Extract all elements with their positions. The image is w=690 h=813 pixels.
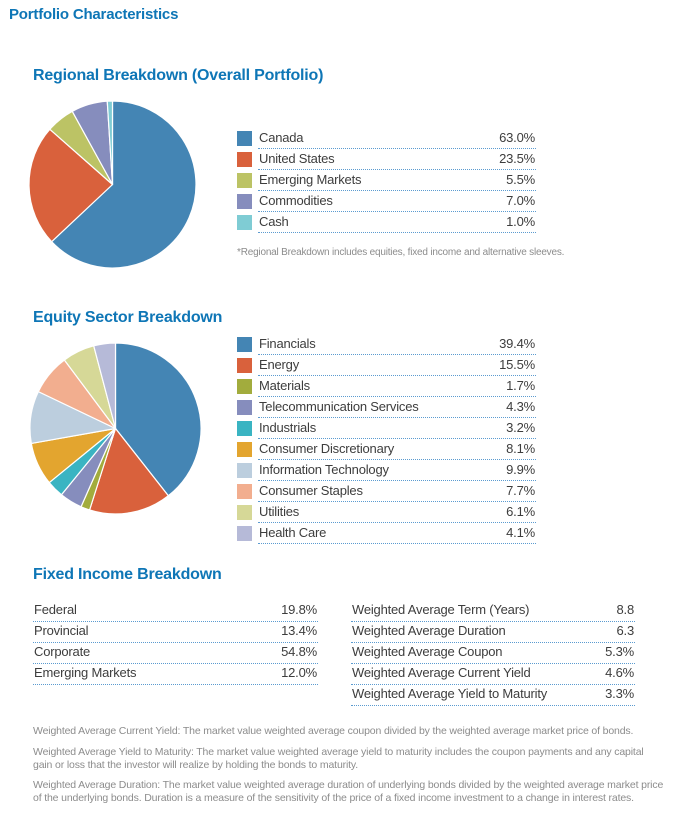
table-row-label: Weighted Average Duration bbox=[352, 623, 506, 638]
table-row-weighted-average-duration bbox=[351, 622, 635, 643]
footnote-current-yield: Weighted Average Current Yield: The market value weighted average coupon divided by the weighted average market price of bonds. bbox=[33, 725, 634, 737]
legend-swatch-telecommunication-services bbox=[237, 400, 252, 415]
legend-label: Consumer Staples bbox=[259, 483, 363, 498]
legend-row-body bbox=[258, 441, 536, 460]
table-row-label: Provincial bbox=[34, 623, 89, 638]
table-row-label: Weighted Average Current Yield bbox=[352, 665, 531, 680]
table-row-emerging-markets bbox=[33, 664, 318, 685]
legend-swatch-information-technology bbox=[237, 463, 252, 478]
legend-row-body bbox=[258, 462, 536, 481]
legend-value: 39.4% bbox=[499, 336, 535, 351]
legend-value: 4.1% bbox=[506, 525, 535, 540]
regional-breakdown-heading: Regional Breakdown (Overall Portfolio) bbox=[33, 67, 324, 84]
legend-swatch-financials bbox=[237, 337, 252, 352]
legend-value: 4.3% bbox=[506, 399, 535, 414]
legend-value: 9.9% bbox=[506, 462, 535, 477]
legend-value: 7.7% bbox=[506, 483, 535, 498]
legend-swatch-health-care bbox=[237, 526, 252, 541]
legend-label: Commodities bbox=[259, 193, 333, 208]
regional-legend bbox=[237, 130, 536, 235]
legend-row-body bbox=[258, 172, 536, 191]
footnote-yield-to-maturity: Weighted Average Yield to Maturity: The market value weighted average yield to maturity includes the coupon payments and any capital gain or loss that the investor will realize by holding the bonds to maturity. bbox=[33, 745, 644, 771]
table-row-value: 8.8 bbox=[616, 602, 634, 617]
legend-swatch-energy bbox=[237, 358, 252, 373]
page-title: Portfolio Characteristics bbox=[9, 6, 179, 23]
legend-row-financials bbox=[237, 336, 536, 357]
legend-row-body bbox=[258, 357, 536, 376]
legend-value: 63.0% bbox=[499, 130, 535, 145]
legend-label: Financials bbox=[259, 336, 316, 351]
table-row-label: Weighted Average Yield to Maturity bbox=[352, 686, 548, 701]
legend-row-information-technology bbox=[237, 462, 536, 483]
table-row-value: 19.8% bbox=[281, 602, 317, 617]
legend-value: 23.5% bbox=[499, 151, 535, 166]
table-row-label: Weighted Average Coupon bbox=[352, 644, 503, 659]
legend-value: 1.7% bbox=[506, 378, 535, 393]
legend-value: 8.1% bbox=[506, 441, 535, 456]
legend-row-telecommunication-services bbox=[237, 399, 536, 420]
fixed-income-stats-table bbox=[351, 601, 635, 706]
fixed-income-allocation-table bbox=[33, 601, 318, 685]
legend-swatch-united-states bbox=[237, 152, 252, 167]
legend-swatch-emerging-markets bbox=[237, 173, 252, 188]
legend-swatch-materials bbox=[237, 379, 252, 394]
legend-value: 3.2% bbox=[506, 420, 535, 435]
legend-row-utilities bbox=[237, 504, 536, 525]
table-row-weighted-average-term-years bbox=[351, 601, 635, 622]
legend-value: 7.0% bbox=[506, 193, 535, 208]
regional-footnote: *Regional Breakdown includes equities, fixed income and alternative sleeves. bbox=[237, 247, 565, 258]
footnote-duration: Weighted Average Duration: The market value weighted average duration of underlying bonds divided by the weighted average market price of the underlying bonds. Duration is a measure of the sensitivity of the price of a fixed income investment to a change in interest rates. bbox=[33, 779, 664, 805]
table-row-corporate bbox=[33, 643, 318, 664]
legend-value: 5.5% bbox=[506, 172, 535, 187]
legend-swatch-utilities bbox=[237, 505, 252, 520]
legend-row-consumer-discretionary bbox=[237, 441, 536, 462]
legend-row-materials bbox=[237, 378, 536, 399]
legend-row-body bbox=[258, 151, 536, 170]
legend-row-body bbox=[258, 399, 536, 418]
table-row-value: 12.0% bbox=[281, 665, 317, 680]
table-row-value: 13.4% bbox=[281, 623, 317, 638]
legend-swatch-consumer-discretionary bbox=[237, 442, 252, 457]
legend-row-united-states bbox=[237, 151, 536, 172]
table-row-label: Emerging Markets bbox=[34, 665, 137, 680]
equity-sector-legend bbox=[237, 336, 536, 546]
table-row-label: Corporate bbox=[34, 644, 91, 659]
legend-row-canada bbox=[237, 130, 536, 151]
table-row-weighted-average-coupon bbox=[351, 643, 635, 664]
table-row-weighted-average-yield-to-maturity bbox=[351, 685, 635, 706]
page-footnotes bbox=[33, 725, 665, 813]
legend-value: 6.1% bbox=[506, 504, 535, 519]
legend-swatch-commodities bbox=[237, 194, 252, 209]
table-row-weighted-average-current-yield bbox=[351, 664, 635, 685]
legend-label: United States bbox=[259, 151, 335, 166]
legend-row-body bbox=[258, 420, 536, 439]
legend-row-body bbox=[258, 504, 536, 523]
legend-swatch-consumer-staples bbox=[237, 484, 252, 499]
legend-row-industrials bbox=[237, 420, 536, 441]
table-row-provincial bbox=[33, 622, 318, 643]
legend-label: Information Technology bbox=[259, 462, 389, 477]
legend-value: 15.5% bbox=[499, 357, 535, 372]
legend-swatch-industrials bbox=[237, 421, 252, 436]
legend-label: Utilities bbox=[259, 504, 300, 519]
legend-row-body bbox=[258, 336, 536, 355]
table-row-value: 5.3% bbox=[605, 644, 634, 659]
legend-label: Health Care bbox=[259, 525, 327, 540]
fixed-income-heading: Fixed Income Breakdown bbox=[33, 566, 222, 583]
legend-row-body bbox=[258, 130, 536, 149]
table-row-label: Federal bbox=[34, 602, 77, 617]
table-row-federal bbox=[33, 601, 318, 622]
legend-row-emerging-markets bbox=[237, 172, 536, 193]
legend-row-cash bbox=[237, 214, 536, 235]
equity-sector-heading: Equity Sector Breakdown bbox=[33, 309, 223, 326]
legend-swatch-cash bbox=[237, 215, 252, 230]
table-row-value: 4.6% bbox=[605, 665, 634, 680]
table-row-label: Weighted Average Term (Years) bbox=[352, 602, 530, 617]
legend-row-consumer-staples bbox=[237, 483, 536, 504]
legend-label: Canada bbox=[259, 130, 304, 145]
table-row-value: 3.3% bbox=[605, 686, 634, 701]
legend-row-commodities bbox=[237, 193, 536, 214]
legend-row-energy bbox=[237, 357, 536, 378]
legend-row-body bbox=[258, 525, 536, 544]
legend-label: Materials bbox=[259, 378, 310, 393]
legend-label: Emerging Markets bbox=[259, 172, 362, 187]
legend-row-body bbox=[258, 214, 536, 233]
legend-label: Cash bbox=[259, 214, 289, 229]
legend-value: 1.0% bbox=[506, 214, 535, 229]
legend-swatch-canada bbox=[237, 131, 252, 146]
regional-pie-chart bbox=[28, 100, 197, 269]
legend-label: Energy bbox=[259, 357, 299, 372]
legend-label: Consumer Discretionary bbox=[259, 441, 395, 456]
legend-label: Telecommunication Services bbox=[259, 399, 419, 414]
table-row-value: 6.3 bbox=[616, 623, 634, 638]
legend-row-body bbox=[258, 483, 536, 502]
table-row-value: 54.8% bbox=[281, 644, 317, 659]
equity-sector-pie-chart bbox=[29, 342, 202, 515]
legend-row-body bbox=[258, 193, 536, 212]
legend-label: Industrials bbox=[259, 420, 317, 435]
legend-row-health-care bbox=[237, 525, 536, 546]
legend-row-body bbox=[258, 378, 536, 397]
